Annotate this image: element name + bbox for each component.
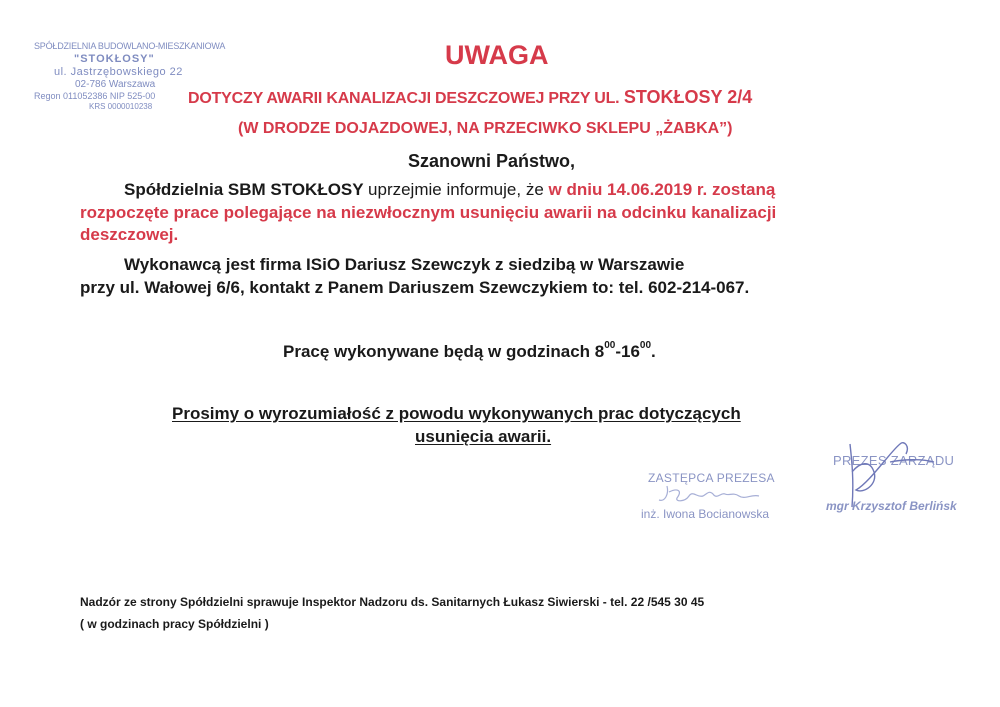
paragraph-2-line-2: przy ul. Wałowej 6/6, kontakt z Panem Dariuszem Szewczykiem to: tel. 602-214-067. — [80, 278, 750, 297]
hours-mid: -16 — [615, 342, 640, 361]
hours-end: . — [651, 342, 656, 361]
paragraph-1-line-2: rozpoczęte prace polegające na niezwłocznym usunięciu awarii na odcinku kanalizacji — [80, 203, 777, 222]
header-subtitle — [188, 87, 752, 108]
deputy-name: inż. Iwona Bocianowska — [641, 507, 770, 521]
request-line-2: usunięcia awarii. — [415, 427, 552, 446]
stamp-line: Regon 011052386 NIP 525-00 — [34, 91, 156, 101]
footer-supervision: Nadzór ze strony Spółdzielni sprawuje Inspektor Nadzoru ds. Sanitarnych Łukasz Siwierski - tel. 22 /545 30 45 — [80, 595, 705, 609]
stamp-line: "STOKŁOSY" — [74, 53, 155, 65]
work-hours — [283, 342, 656, 362]
paragraph-1-line-1 — [124, 180, 775, 200]
deputy-signature-icon — [655, 478, 775, 510]
stamp-line: ul. Jastrzębowskiego 22 — [54, 66, 183, 78]
president-name: mgr Krzysztof Berlińsk — [826, 499, 957, 513]
hours-sup: 00 — [604, 340, 616, 351]
cooperative-name: Spółdzielnia SBM STOKŁOSY — [124, 180, 364, 199]
stamp-line: 02-786 Warszawa — [75, 79, 156, 90]
hours-sup: 00 — [639, 340, 652, 351]
president-role: PREZES ZARZĄDU — [833, 453, 955, 468]
greeting: Szanowni Państwo, — [408, 151, 576, 171]
footer-hours: ( w godzinach pracy Spółdzielni ) — [80, 617, 269, 631]
paragraph-1-line-3: deszczowej. — [80, 225, 179, 244]
subtitle-street: STOKŁOSY 2/4 — [623, 87, 753, 107]
subtitle-part: DOTYCZY AWARII KANALIZACJI DESZCZOWEJ PRZY UL. — [188, 90, 620, 107]
cooperative-stamp — [34, 41, 226, 111]
header-location: (W DRODZE DOJAZDOWEJ, NA PRZECIWKO SKLEPU „ŻABKA”) — [238, 120, 733, 137]
hours-prefix: Pracę wykonywane będą w godzinach 8 — [283, 342, 605, 361]
page-title: UWAGA — [445, 40, 549, 70]
stamp-line: KRS 0000010238 — [89, 102, 153, 111]
paragraph-2-line-1: Wykonawcą jest firma ISiO Dariusz Szewczyk z siedzibą w Warszawie — [124, 255, 685, 274]
p1-date: w dniu 14.06.2019 r. zostaną — [548, 180, 776, 199]
p1-mid: uprzejmie informuje, że — [368, 180, 544, 199]
request-line-1: Prosimy o wyrozumiałość z powodu wykonywanych prac dotyczących — [172, 404, 741, 423]
deputy-role: ZASTĘPCA PREZESA — [648, 471, 775, 485]
stamp-line: SPÓŁDZIELNIA BUDOWLANO-MIESZKANIOWA — [34, 41, 226, 51]
